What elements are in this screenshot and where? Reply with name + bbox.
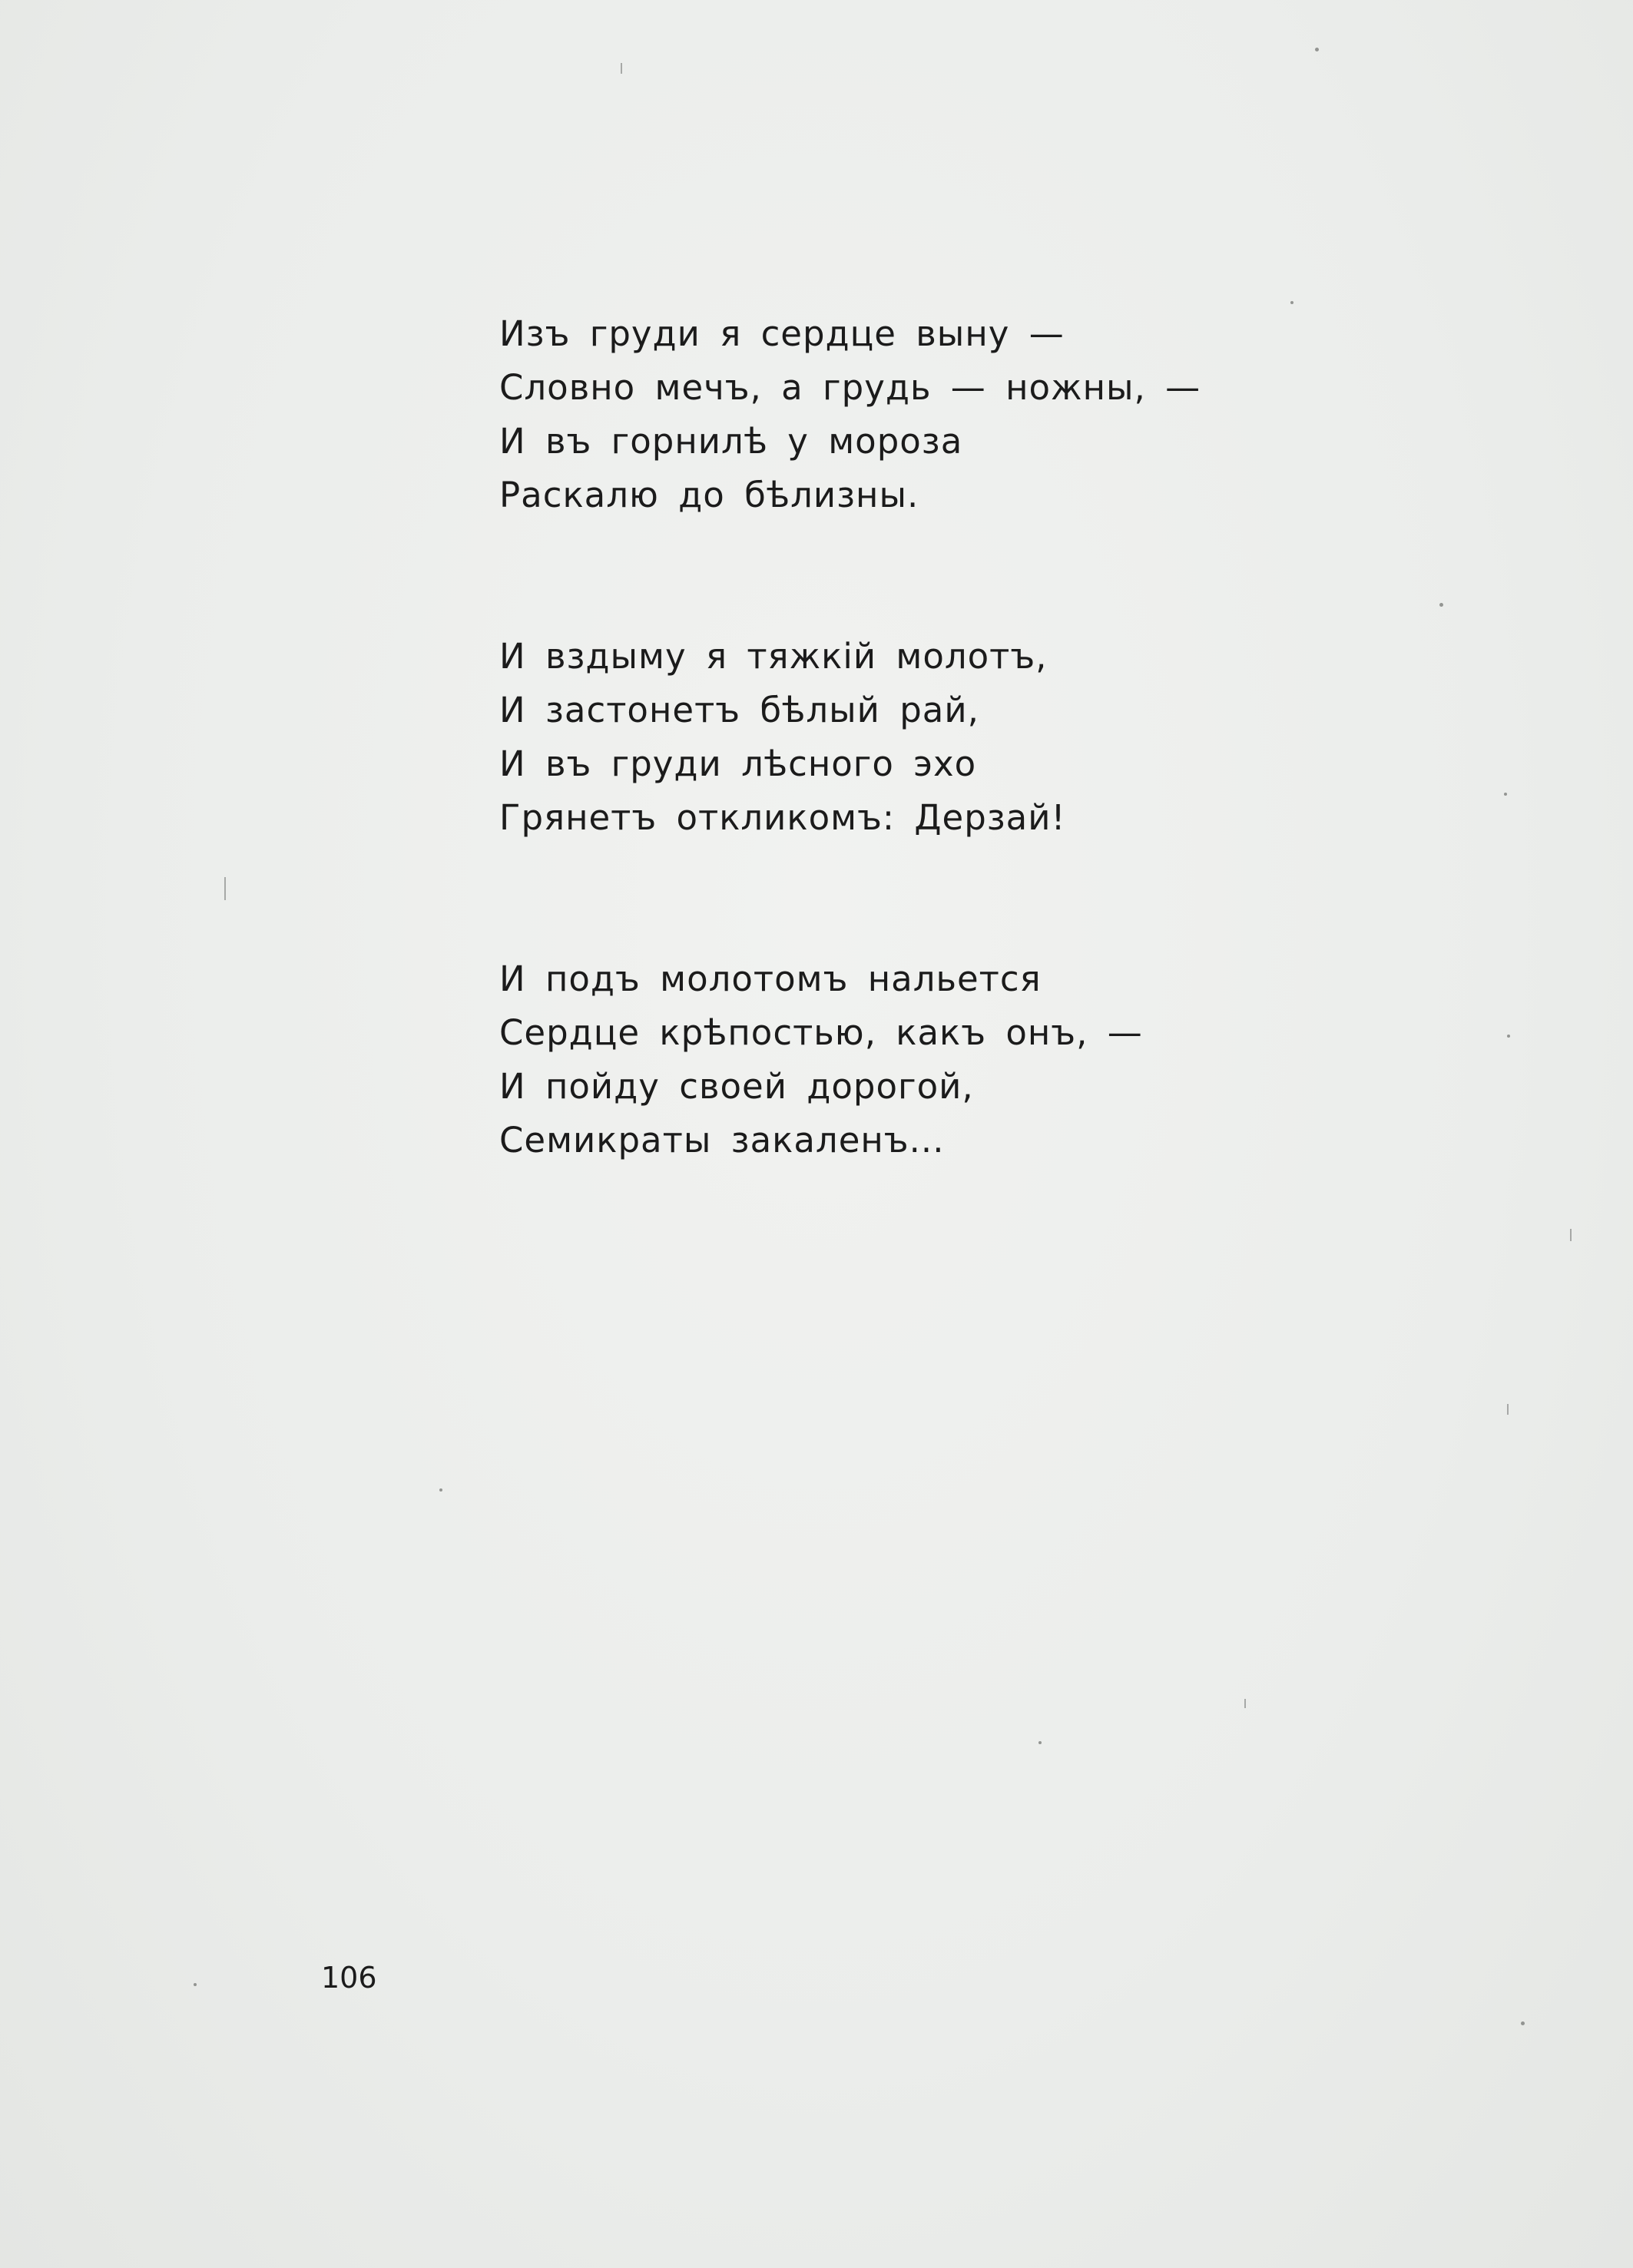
page-number: 106	[321, 1961, 377, 1995]
paper-speck	[1315, 48, 1319, 51]
paper-speck	[1507, 1035, 1510, 1038]
paper-speck	[1521, 2021, 1525, 2025]
paper-speck	[1038, 1741, 1042, 1744]
poem-line: И подъ молотомъ нальется	[499, 959, 1042, 999]
poem-line: И пойду своей дорогой,	[499, 1066, 974, 1107]
poem-line: Грянетъ откликомъ: Дерзай!	[499, 797, 1066, 838]
poem-line: И въ горнилѣ у мороза	[499, 421, 963, 462]
paper-mark	[621, 63, 622, 74]
paper-speck	[1439, 603, 1443, 607]
paper-speck	[1504, 793, 1507, 796]
paper-mark	[1244, 1699, 1246, 1708]
paper-mark	[1507, 1404, 1509, 1415]
poem-line: И въ груди лѣсного эхо	[499, 743, 977, 784]
paper-speck	[439, 1488, 442, 1492]
stanza-2	[499, 630, 1344, 845]
paper-speck	[194, 1983, 197, 1986]
poem	[499, 307, 1344, 1167]
poem-line: Семикраты закаленъ...	[499, 1120, 945, 1160]
paper-speck	[1290, 301, 1293, 304]
paper-mark	[1570, 1229, 1572, 1241]
stanza-3	[499, 952, 1344, 1167]
poem-line: Раскалю до бѣлизны.	[499, 475, 919, 515]
poem-line: И вздыму я тяжкій молотъ,	[499, 636, 1048, 677]
stanza-1	[499, 307, 1344, 522]
poem-line: Словно мечъ, а грудь — ножны, —	[499, 367, 1201, 408]
poem-line: Изъ груди я сердце выну —	[499, 313, 1065, 354]
poem-line: Сердце крѣпостью, какъ онъ, —	[499, 1012, 1143, 1053]
poem-line: И застонетъ бѣлый рай,	[499, 690, 979, 730]
paper-mark	[224, 877, 226, 900]
